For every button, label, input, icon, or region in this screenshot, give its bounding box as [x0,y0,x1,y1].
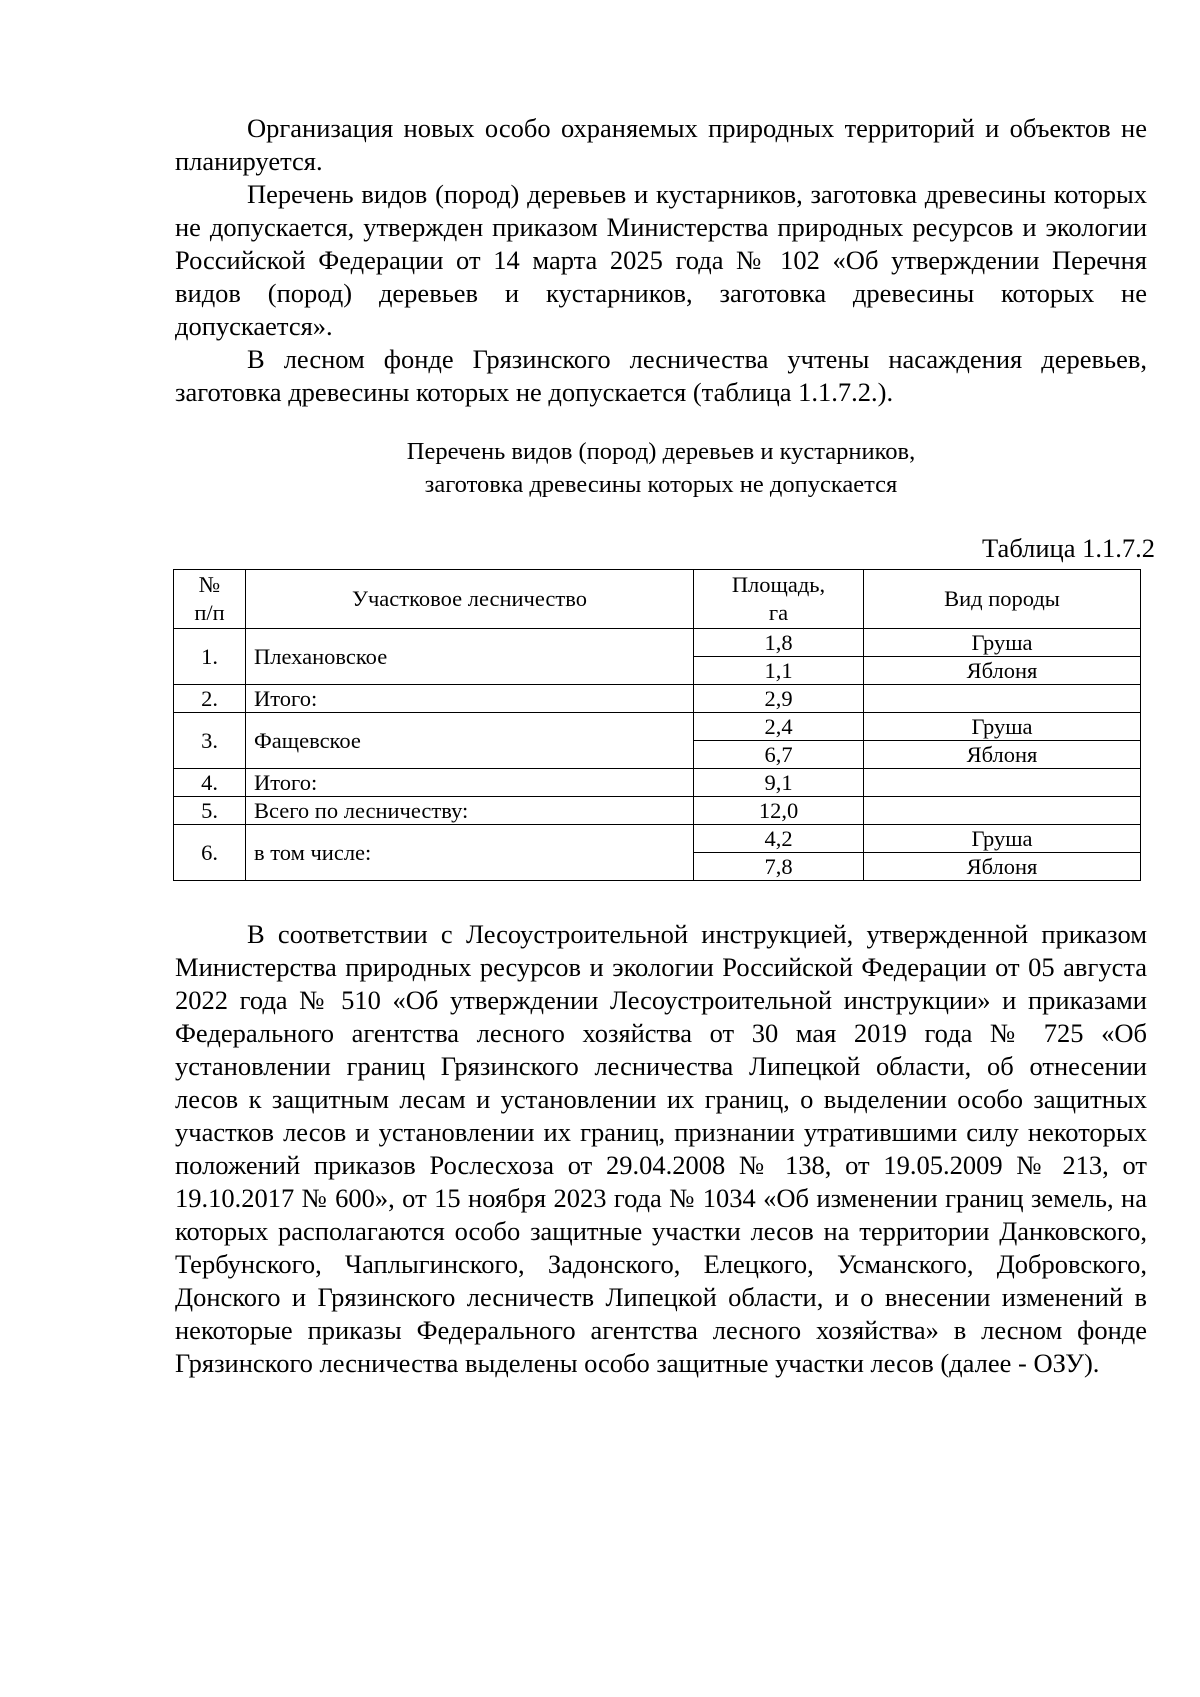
header-area: Площадь, га [694,570,864,629]
row-number: 1. [174,629,246,685]
area-value: 7,8 [694,853,864,881]
paragraph-protected-forest-plots: В соответствии с Лесоустроительной инструкцией, утвержденной приказом Министерства природных ресурсов и экологии Российской Федерации от 05 августа 2022 года № 510 «Об утверждении Лесоустроительной инструкции» и приказами Федерального агентства лесного хозяйства от 30 мая 2019 года № 725 «Об установлении границ Грязинского лесничества Липецкой области, об отнесении лесов к защитным лесам и установлении их границ, о выделении особо защитных участков лесов и установлении их границ, признании утратившими силу некоторых положений приказов Рослесхоза от 29.04.2008 № 138, от 19.05.2009 № 213, от 19.10.2017 № 600», от 15 ноября 2023 года № 1034 «Об изменении границ земель, на которых располагаются особо защитные участки лесов на территории Данковского, Тербунского, Чаплыгинского, Задонского, Елецкого, Усманского, Добровского, Донского и Грязинского лесничеств Липецкой области, и о внесении изменений в некоторые приказы Федерального агентства лесного хозяйства» в лесном фонде Грязинского лесничества выделены особо защитные участки лесов (далее - ОЗУ). [175,919,1147,1378]
header-species: Вид породы [864,570,1141,629]
district-name: Итого: [246,769,694,797]
area-value: 12,0 [694,797,864,825]
table-row [174,629,1141,657]
table-caption-line1: Перечень видов (пород) деревьев и кустарников, [406,438,916,465]
district-name: Плехановское [246,629,694,685]
table-row [174,685,1141,713]
table-row [174,825,1141,853]
table-number-label: Таблица 1.1.7.2 [982,533,1155,563]
table-row [174,713,1141,741]
paragraph-species-list-order: Перечень видов (пород) деревьев и кустарников, заготовка древесины которых не допускается, утвержден приказом Министерства природных ресурсов и экологии Российской Федерации от 14 марта 2025 года № 102 «Об утверждении Перечня видов (пород) деревьев и кустарников, заготовка древесины которых не допускается». [175,179,1147,341]
species-name: Груша [864,629,1141,657]
area-value: 9,1 [694,769,864,797]
species-name [864,685,1141,713]
district-name: Фащевское [246,713,694,769]
species-table [173,569,1141,881]
row-number: 2. [174,685,246,713]
header-number: № п/п [174,570,246,629]
table-caption-line2: заготовка древесины которых не допускается [424,471,898,498]
row-number: 3. [174,713,246,769]
row-number: 4. [174,769,246,797]
species-name: Яблоня [864,741,1141,769]
paragraph-forest-fund-reference: В лесном фонде Грязинского лесничества учтены насаждения деревьев, заготовка древесины которых не допускается (таблица 1.1.7.2.). [175,344,1147,407]
area-value: 1,1 [694,657,864,685]
species-name [864,769,1141,797]
row-number: 6. [174,825,246,881]
table-header-row [174,570,1141,629]
species-name [864,797,1141,825]
row-number: 5. [174,797,246,825]
header-district: Участковое лесничество [246,570,694,629]
district-name: Всего по лесничеству: [246,797,694,825]
area-value: 4,2 [694,825,864,853]
species-name: Груша [864,825,1141,853]
area-value: 1,8 [694,629,864,657]
species-name: Груша [864,713,1141,741]
district-name: Итого: [246,685,694,713]
district-name: в том числе: [246,825,694,881]
paragraph-no-new-protected-areas: Организация новых особо охраняемых природных территорий и объектов не планируется. [175,113,1147,176]
species-name: Яблоня [864,853,1141,881]
area-value: 2,9 [694,685,864,713]
area-value: 2,4 [694,713,864,741]
species-name: Яблоня [864,657,1141,685]
table-row [174,797,1141,825]
table-caption [175,435,1147,501]
area-value: 6,7 [694,741,864,769]
table-row [174,769,1141,797]
